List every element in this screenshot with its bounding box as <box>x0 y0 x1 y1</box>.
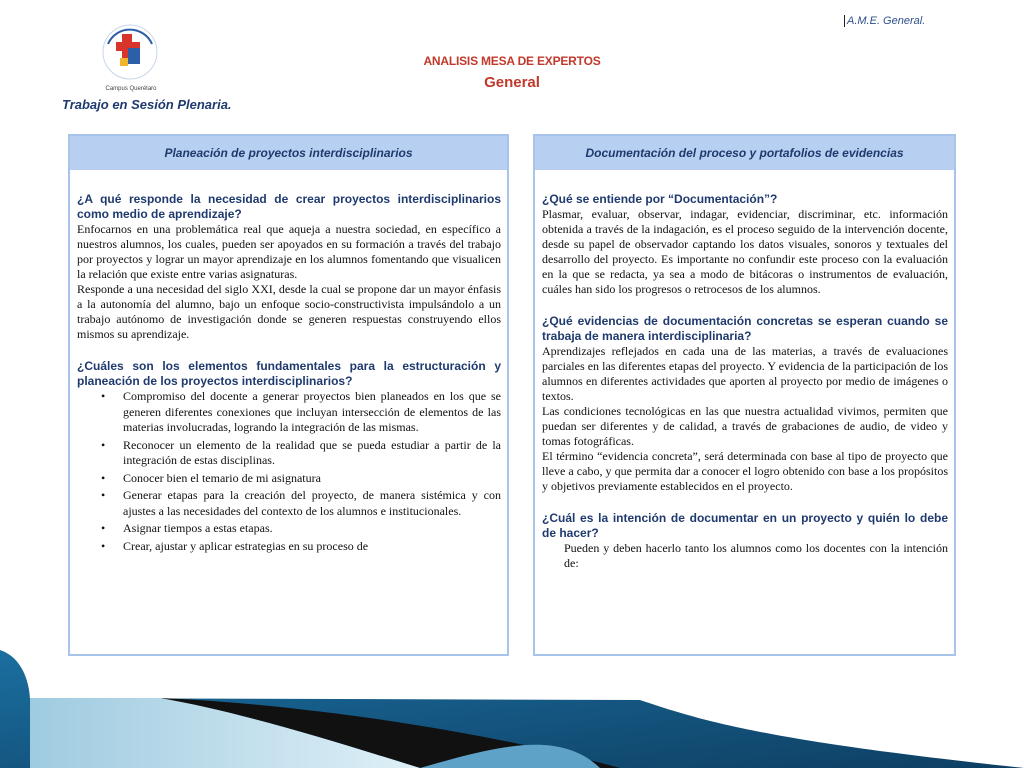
panel-documentacion <box>533 134 956 656</box>
paragraph: Plasmar, evaluar, observar, indagar, evidenciar, discriminar, etc. información obtenida a través de la indagación, es el proceso seguido de la intervención docente, desde su papel de observador captando los datos visuales, sonoros y textuales del desarrollo del proyecto. Es importante no confundir este proceso con la evaluación en la que se redacta, ya sea a modo de bitácoras o instrumentos de evaluación, cuáles han sido los progresos o retrocesos de los alumnos. <box>542 207 948 296</box>
list-item: • Reconocer un elemento de la realidad que se pueda estudiar a partir de la integración de estas disciplinas. <box>123 438 501 469</box>
question: ¿Cuáles son los elementos fundamentales para la estructuración y planeación de los proyectos interdisciplinarios? <box>77 359 501 388</box>
list-item: • Conocer bien el temario de mi asignatura <box>123 471 501 487</box>
bullet-list <box>77 389 501 554</box>
page-subtitle: General <box>484 74 540 91</box>
session-label: Trabajo en Sesión Plenaria. <box>62 97 232 112</box>
panel-body <box>70 172 507 654</box>
paragraph: Aprendizajes reflejados en cada una de las materias, a través de evaluaciones parciales en las diferentes etapas del proyecto. Y evidencia de la participación de los alumnos en diferentes actividades que aporten al proyecto por medio de imágenes o textos. <box>542 344 948 403</box>
paragraph: El término “evidencia concreta”, será determinada con base al tipo de proyecto que lleve a cabo, y que permita dar a conocer el logro obtenido con base a los propósitos y objetivos previamente establecidos en el proyecto. <box>542 449 948 493</box>
panel-heading: Planeación de proyectos interdisciplinarios <box>70 136 507 172</box>
top-right-label: A.M.E. General. <box>844 15 925 27</box>
school-logo <box>98 22 162 82</box>
campus-label: Campus Querétaro <box>105 86 157 92</box>
question: ¿Qué se entiende por “Documentación”? <box>542 192 778 206</box>
list-item: • Asignar tiempos a estas etapas. <box>123 521 501 537</box>
page-title: ANALISIS MESA DE EXPERTOS <box>423 54 601 68</box>
list-item: • Crear, ajustar y aplicar estrategias en su proceso de <box>123 539 501 555</box>
paragraph: Pueden y deben hacerlo tanto los alumnos como los docentes con la intención de: <box>564 541 948 570</box>
paragraph: Enfocarnos en una problemática real que aqueja a nuestra sociedad, en específico a nuestros alumnos, los cuales, pueden ser apoyados en su formación a través del trabajo por proyectos y lograr un mayor aprendizaje en los alumnos fomentando que visualicen la relación que existe entre varias asignaturas. <box>77 222 501 281</box>
list-item: • Compromiso del docente a generar proyectos bien planeados en los que se generen diferentes conexiones que incluyan intersección de elementos de las materias involucradas, logrando la integración de las mismas. <box>123 389 501 436</box>
panel-heading: Documentación del proceso y portafolios de evidencias <box>535 136 954 172</box>
panel-body <box>535 172 954 654</box>
question: ¿A qué responde la necesidad de crear proyectos interdisciplinarios como medio de aprendizaje? <box>77 192 501 221</box>
question: ¿Qué evidencias de documentación concretas se esperan cuando se trabaja de manera interdisciplinaria? <box>542 314 948 343</box>
panel-planeacion <box>68 134 509 656</box>
paragraph: Las condiciones tecnológicas en las que nuestra actualidad vivimos, permiten que puedan ser diferentes y de calidad, a través de grabaciones de audio, de video y tomas fotográficas. <box>542 404 948 448</box>
question: ¿Cuál es la intención de documentar en un proyecto y quién lo debe de hacer? <box>542 511 948 540</box>
paragraph: Responde a una necesidad del siglo XXI, desde la cual se propone dar un mayor énfasis a la autonomía del alumno, bajo un enfoque socio-constructivista impulsándolo a un trabajo autónomo de investigación donde se generen respuestas construyendo ellos mismos su aprendizaje. <box>77 282 501 341</box>
list-item: • Generar etapas para la creación del proyecto, de manera sistémica y con ajustes a las necesidades del contexto de los alumnos e institucionales. <box>123 488 501 519</box>
